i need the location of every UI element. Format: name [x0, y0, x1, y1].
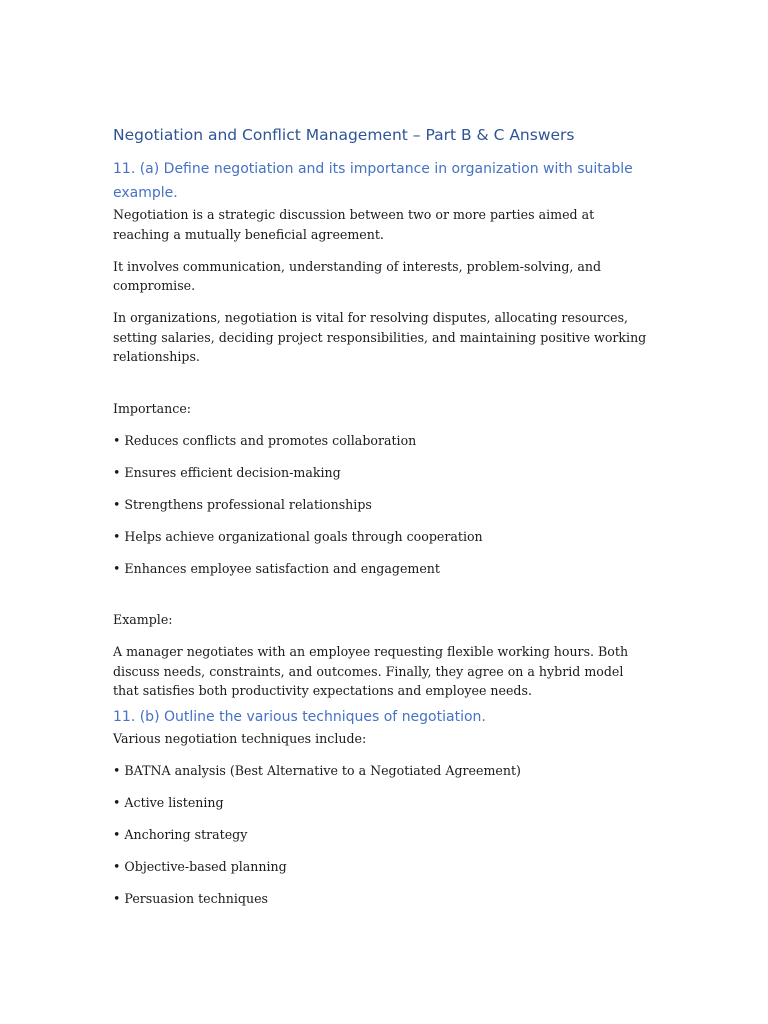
- section-a: [113, 157, 653, 701]
- importance-item: • Ensures efficient decision-making: [113, 464, 341, 480]
- document-body: [113, 125, 653, 908]
- importance-item: • Reduces conflicts and promotes collaboration: [113, 432, 417, 448]
- organizations-paragraph: In organizations, negotiation is vital for resolving disputes, allocating resources, setting salaries, deciding project responsibilities, and maintaining positive working relationships.: [113, 310, 647, 364]
- section-b-heading: 11. (b) Outline the various techniques of negotiation.: [113, 708, 486, 725]
- definition-paragraph: Negotiation is a strategic discussion between two or more parties aimed at reaching a mutually beneficial agreement.: [113, 207, 595, 242]
- example-paragraph: A manager negotiates with an employee requesting flexible working hours. Both discuss needs, constraints, and outcomes. Finally, they agree on a hybrid model that satisfies both productivity expectations and employee needs.: [113, 644, 629, 698]
- techniques-intro: Various negotiation techniques include:: [113, 730, 367, 746]
- section-b: [113, 705, 653, 909]
- technique-item: • Objective-based planning: [113, 858, 287, 874]
- technique-item: • BATNA analysis (Best Alternative to a Negotiated Agreement): [113, 762, 521, 778]
- technique-item: • Persuasion techniques: [113, 890, 268, 906]
- example-label: Example:: [113, 612, 173, 627]
- section-a-heading: [113, 157, 653, 205]
- importance-label: Importance:: [113, 400, 192, 416]
- technique-item: • Anchoring strategy: [113, 826, 248, 842]
- involves-paragraph: It involves communication, understanding of interests, problem-solving, and compromise.: [113, 258, 602, 293]
- technique-item: • Active listening: [113, 794, 224, 810]
- section-a-heading-line1: 11. (a) Define negotiation and its importance in organization with suitable: [113, 161, 633, 177]
- importance-item: • Strengthens professional relationships: [113, 496, 372, 512]
- document-title: Negotiation and Conflict Management – Part B & C Answers: [113, 126, 575, 144]
- importance-item: • Helps achieve organizational goals through cooperation: [113, 528, 483, 544]
- section-a-heading-line2: example.: [113, 185, 178, 201]
- importance-item: • Enhances employee satisfaction and engagement: [113, 560, 440, 576]
